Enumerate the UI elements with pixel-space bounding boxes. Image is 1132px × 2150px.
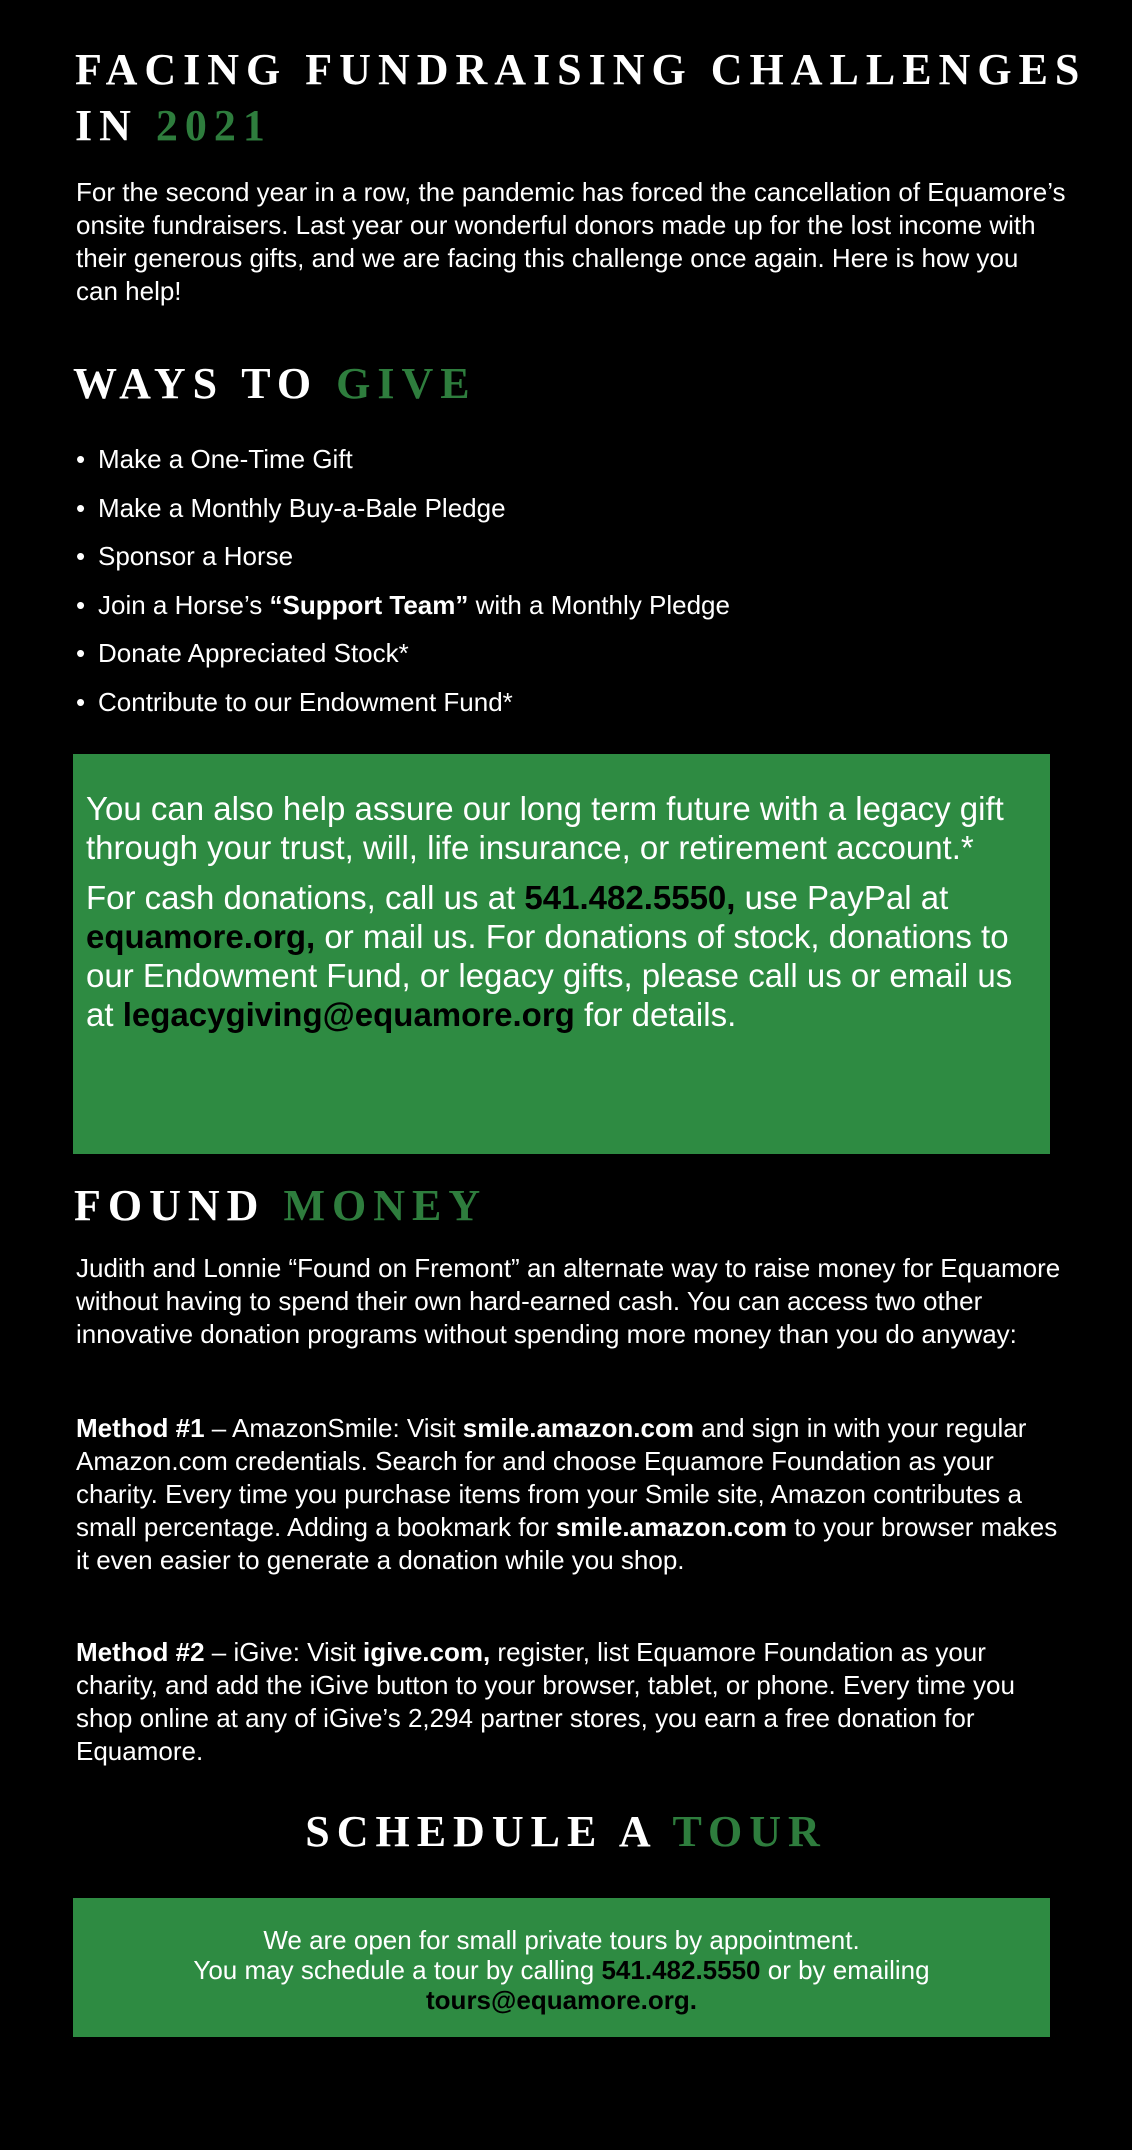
tour-heading <box>0 1804 1132 1860</box>
donation-text: or mail us. For donations of stock, donations to our Endowment Fund, or legacy gifts, please call us or email us at <box>86 918 1013 1033</box>
found-heading-accent: MONEY <box>283 1181 488 1230</box>
facing-heading-accent: 2021 <box>155 101 272 150</box>
ways-heading <box>73 356 477 412</box>
tour-line-3 <box>73 1985 1050 2015</box>
bullet-icon: • <box>76 492 86 523</box>
ways-heading-main: WAYS TO <box>73 359 337 408</box>
list-item <box>76 532 1076 581</box>
amazon-smile-link[interactable]: smile.amazon.com <box>555 1512 788 1542</box>
method-text: register, list Equamore Foundation as your charity, and add the iGive button to your browser, tablet, or phone. Every time you shop online at any of iGive’s 2,294 partner stores, you earn a free donation for Equamore. <box>76 1637 1015 1766</box>
method-text: to your browser makes it even easier to generate a donation while you shop. <box>76 1512 1058 1575</box>
facing-intro: For the second year in a row, the pandemic has forced the cancellation of Equamore’s onsite fundraisers. Last year our wonderful donors made up for the lost income with their generous gifts, and we are facing this challenge once again. Here is how you can help! <box>76 177 1066 306</box>
tour-text: or by emailing <box>760 1955 930 1985</box>
method-text: and sign in with your regular Amazon.com credentials. Search for and choose Equamore Foundation as your charity. Every time you purchase items from your Smile site, Amazon contributes a small percentage. Adding a bookmark for <box>76 1413 1027 1542</box>
donation-text: use PayPal at <box>735 879 949 916</box>
donation-text: For cash donations, call us at <box>86 879 525 916</box>
method-1-label: Method #1 <box>76 1413 205 1443</box>
legacy-email-link[interactable]: legacygiving@equamore.org <box>122 996 575 1033</box>
list-item <box>76 678 1076 727</box>
list-item <box>76 629 1076 678</box>
list-item-text: Join a Horse’s <box>98 589 270 620</box>
method-text: – AmazonSmile: Visit <box>204 1413 463 1443</box>
tour-heading-accent: TOUR <box>672 1807 827 1856</box>
bullet-icon: • <box>76 541 86 571</box>
method-2-paragraph <box>76 1636 1066 1768</box>
list-item-text: Contribute to our Endowment Fund* <box>98 686 513 717</box>
found-money-heading <box>74 1178 487 1234</box>
donation-text: for details. <box>574 996 737 1033</box>
list-item <box>76 484 1076 533</box>
website-link[interactable]: equamore.org, <box>86 918 316 955</box>
method-2-label: Method #2 <box>76 1637 205 1667</box>
tour-heading-main: SCHEDULE A <box>305 1807 673 1856</box>
bullet-icon: • <box>76 686 86 717</box>
list-item-text: Donate Appreciated Stock* <box>98 638 409 668</box>
found-intro: Judith and Lonnie “Found on Fremont” an alternate way to raise money for Equamore without having to spend their own hard-earned cash. You can access two other innovative donation programs without spending more money than you do anyway: <box>76 1253 1061 1349</box>
list-item-text-tail: with a Monthly Pledge <box>468 589 730 620</box>
tour-box <box>73 1898 1050 2037</box>
list-item-text: Sponsor a Horse <box>98 541 294 571</box>
tour-text: You may schedule a tour by calling <box>193 1955 602 1985</box>
legacy-box <box>73 754 1050 1154</box>
amazon-smile-link[interactable]: smile.amazon.com <box>462 1413 694 1443</box>
list-item-text: Make a One-Time Gift <box>98 444 353 474</box>
method-text: – iGive: Visit <box>204 1637 364 1667</box>
found-heading-main: FOUND <box>74 1181 284 1230</box>
bullet-icon: • <box>76 638 86 668</box>
ways-heading-accent: GIVE <box>336 359 477 408</box>
support-team-label: “Support Team” <box>269 589 469 620</box>
tour-line-2 <box>73 1955 1050 1985</box>
tour-phone-number[interactable]: 541.482.5550 <box>601 1955 761 1985</box>
facing-heading-main: FACING FUNDRAISING CHALLENGES IN <box>75 45 1087 150</box>
tour-email-link[interactable]: tours@equamore.org. <box>426 1985 697 2015</box>
list-item <box>76 435 1076 484</box>
bullet-icon: • <box>76 589 86 620</box>
tour-line-1: We are open for small private tours by appointment. <box>263 1925 860 1955</box>
list-item <box>76 581 1076 630</box>
phone-number[interactable]: 541.482.5550, <box>524 879 736 916</box>
bullet-icon: • <box>76 444 86 474</box>
facing-heading <box>75 42 1132 154</box>
legacy-paragraph: You can also help assure our long term future with a legacy gift through your trust, will, life insurance, or retirement account.* <box>86 790 1004 866</box>
ways-list <box>76 435 1076 726</box>
list-item-text: Make a Monthly Buy-a-Bale Pledge <box>98 492 506 523</box>
method-1-paragraph <box>76 1412 1066 1577</box>
igive-link[interactable]: igive.com, <box>363 1637 491 1667</box>
donation-paragraph <box>86 878 1038 1034</box>
